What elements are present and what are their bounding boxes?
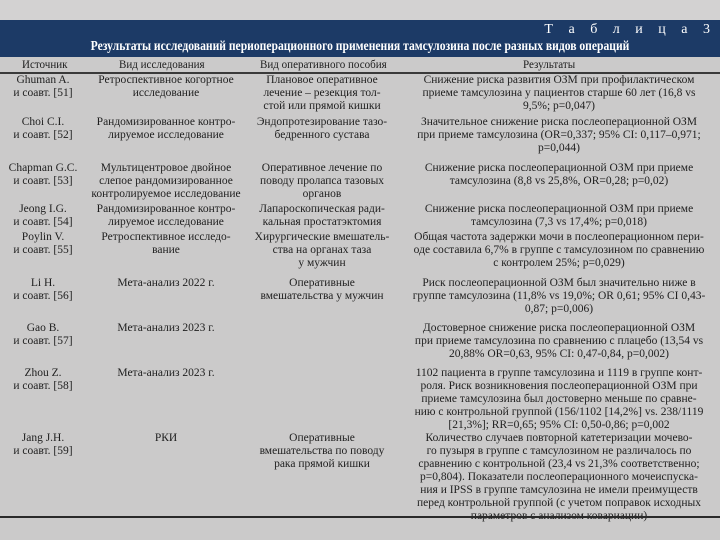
- top-strip: [0, 0, 720, 20]
- cell-source: Ghuman A. и соавт. [51]: [13, 74, 73, 99]
- header-surgery-type: Вид оперативного пособия: [260, 57, 387, 71]
- cell-surgery-type: Плановое оперативное лечение – резекция тол- стой или прямой кишки: [263, 74, 381, 112]
- cell-source: Chapman G.C. и соавт. [53]: [8, 162, 78, 187]
- cell-result: Снижение риска развития ОЗМ при профилактическом приеме тамсулозина у пациентов старше 60 лет (16,8 vs 9,5%; p=0,047): [422, 74, 696, 112]
- cell-surgery-type: Хирургические вмешатель- ства на органах таза у мужчин: [254, 231, 390, 269]
- cell-surgery-type: Лапароскопическая ради- кальная простатэктомия: [259, 203, 385, 228]
- cell-result: Значительное снижение риска послеоперационной ОЗМ при приеме тамсулозина (OR=0,337; 95% CI: 0,117–0,971; p=0,044): [417, 116, 701, 154]
- cell-result: 1102 пациента в группе тамсулозина и 1119 в группе конт- роля. Риск возникновения послеоперационной ОЗМ при приеме тамсулозина был достоверно меньше по сравне- нию с контрольной группой (156/1102 [14,2%] vs. 238/1119 [21,3%]; RR=0,65; 95% CI: 0,50-0,86; p=0,002: [414, 367, 704, 431]
- cell-study-type: Рандомизированное контро- лируемое исследование: [96, 116, 236, 141]
- table-title: Результаты исследований периоперационного применения тамсулозина после разных видов операций: [90, 38, 630, 53]
- table-number-label: Т а б л и ц а 3: [544, 22, 716, 37]
- cell-study-type: Мета-анализ 2023 г.: [117, 367, 215, 379]
- table-header-row: [0, 57, 720, 74]
- cell-source: Gao B. и соавт. [57]: [13, 322, 73, 347]
- cell-study-type: Мета-анализ 2022 г.: [117, 277, 215, 289]
- cell-source: Zhou Z. и соавт. [58]: [13, 367, 73, 392]
- cell-source: Jang J.H. и соавт. [59]: [13, 432, 73, 457]
- header-results: Результаты: [523, 57, 576, 71]
- cell-study-type: Ретроспективное когортное исследование: [98, 74, 234, 99]
- cell-result: Риск послеоперационной ОЗМ был значительно ниже в группе тамсулозина (11,8% vs 19,0%; OR 0,61; 95% CI 0,43- 0,87; p=0,006): [412, 277, 706, 315]
- cell-surgery-type: Эндопротезирование тазо- бедренного сустава: [256, 116, 388, 141]
- cell-result: Количество случаев повторной катетеризации мочево- го пузыря в группе с тамсулозином не различалось по сравнению с контрольной (23,4 vs 21,3% соответственно; p=0,804). Показатели послеоперационного мочеиспуска- ния и IPSS в группе тамсулозина не имели преимуществ перед контрольной группой (с учетом поправок исходных: [417, 432, 701, 509]
- cell-result: Общая частота задержки мочи в послеоперационном пери- оде составила 6,7% в группе с тамсулозином по сравнению с контролем 25%; p=0,029): [413, 231, 705, 269]
- cell-surgery-type: Оперативное лечение по поводу пролапса тазовых органов: [259, 162, 385, 200]
- table-title-band: [0, 20, 720, 57]
- cell-surgery-type: Оперативные вмешательства у мужчин: [260, 277, 384, 302]
- cell-source: Poylin V. и соавт. [55]: [13, 231, 73, 256]
- cell-study-type: Рандомизированное контро- лируемое исследование: [96, 203, 236, 228]
- cell-study-type: Мета-анализ 2023 г.: [117, 322, 215, 334]
- cell-source: Jeong I.G. и соавт. [54]: [13, 203, 73, 228]
- cell-result: Снижение риска послеоперационной ОЗМ при приеме тамсулозина (8,8 vs 25,8%, OR=0,28; p=0,02): [424, 162, 694, 187]
- header-source: Источник: [22, 57, 68, 71]
- cell-study-type: РКИ: [154, 432, 178, 444]
- cell-result: Снижение риска послеоперационной ОЗМ при приеме тамсулозина (7,3 vs 17,4%; p=0,018): [424, 203, 694, 228]
- cell-source: Choi C.I. и соавт. [52]: [13, 116, 73, 141]
- cell-study-type: Ретроспективное исследо- вание: [101, 231, 231, 256]
- cell-result: Достоверное снижение риска послеоперационной ОЗМ при приеме тамсулозина по сравнению с плацебо (13,54 vs 20,88% OR=0,63, 95% CI: 0,47-0,84, p=0,002): [414, 322, 704, 360]
- cell-source: Li H. и соавт. [56]: [13, 277, 73, 302]
- cell-surgery-type: Оперативные вмешательства по поводу рака прямой кишки: [259, 432, 385, 470]
- header-study-type: Вид исследования: [119, 57, 205, 71]
- table-bottom-rule: [0, 516, 720, 518]
- cell-study-type: Мультицентровое двойное слепое рандомизированное контролируемое исследование: [91, 162, 241, 200]
